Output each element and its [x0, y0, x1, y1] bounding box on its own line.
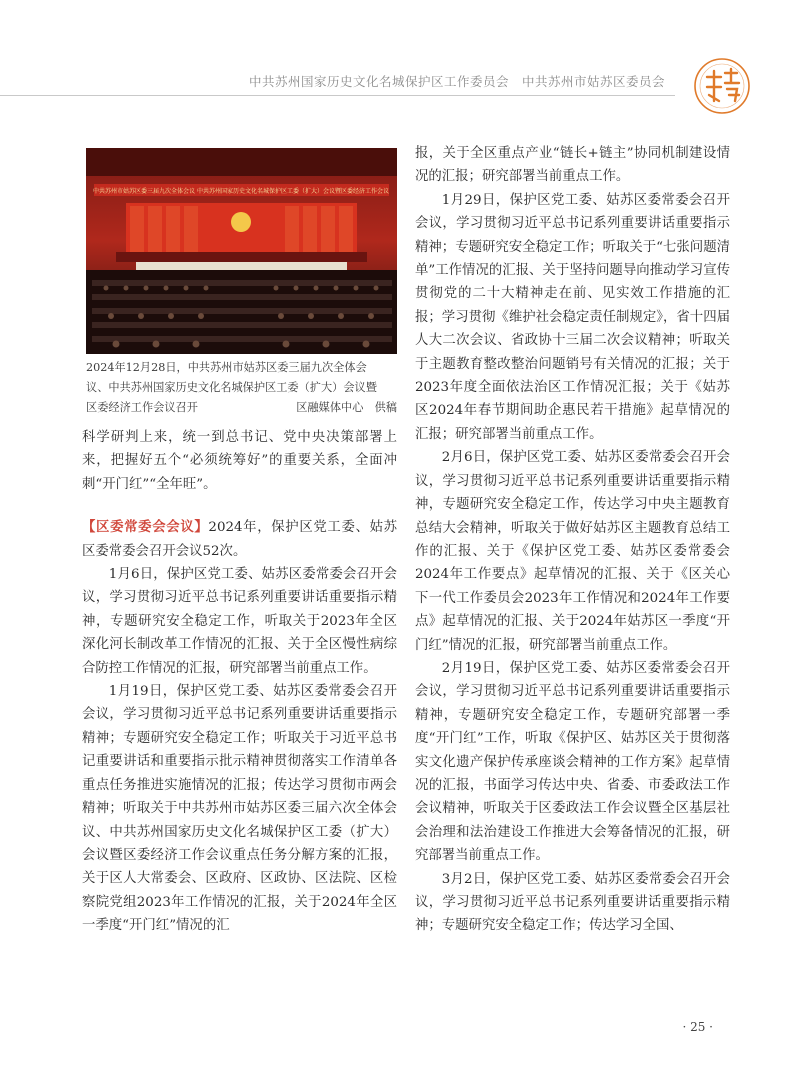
paragraph: 科学研判上来，统一到总书记、党中央决策部署上来，把握好五个“必须统筹好”的重要关系，全面冲刺“开门红”“全年旺”。 — [82, 430, 397, 492]
meeting-photo — [86, 148, 397, 354]
page-number: · 25 · — [682, 1020, 713, 1034]
gusu-seal-logo — [691, 55, 753, 117]
stage-banner-text: 中共苏州市姑苏区委三届九次全体会议 中共苏州国家历史文化名城保护区工委（扩大）会议暨区委经济工作会议 — [93, 188, 389, 195]
paragraph: 3月2日，保护区党工委、姑苏区委常委会召开会议，学习贯彻习近平总书记系列重要讲话重要指示精神；专题研究安全稳定工作；传达学习全国、 — [415, 871, 730, 934]
page-header — [0, 0, 793, 110]
section-intro: 2024年，保护区党工委、姑苏区委常委会召开会议52次。 — [82, 520, 398, 559]
caption-line: 2024年12月28日，中共苏州市姑苏区委三届九次全体会 — [86, 361, 367, 374]
right-column — [415, 142, 730, 938]
paragraph: 2月6日，保护区党工委、姑苏区委常委会召开会议，学习贯彻习近平总书记系列重要讲话重要指示精神，专题研究安全稳定工作，传达学习中央主题教育总结大会精神，听取关于做好姑苏区主题教育总结工作的汇报、关于《保护区党工委、姑苏区委常委会2024年工作要点》起草情况的汇报、关于《区关心下一代工作委员会2023年工作情况和2024年工作要点》起草情况的汇报、关于2024年姑苏区一季度“开门红”情况的汇报，研究部署当前重点工作。 — [415, 450, 730, 653]
caption-line — [86, 398, 397, 418]
caption-credit: 区融媒体中心 供稿 — [296, 401, 397, 414]
paragraph: 1月29日，保护区党工委、姑苏区委常委会召开会议，学习贯彻习近平总书记系列重要讲话重要指示精神；专题研究安全稳定工作；听取关于“七张问题清单”工作情况的汇报、关于坚持问题导向推动学习宣传贯彻党的二十大精神走在前、见实效工作措施的汇报；学习贯彻《维护社会稳定责任制规定》，省十四届人大二次会议、省政协十三届二次会议精神；听取关于主题教育整改整治问题销号有关情况的汇报；关于2023年度全面依法治区工作情况汇报；关于《姑苏区2024年春节期间助企惠民若干措施》起草情况的汇报；研究部署当前重点工作。 — [415, 192, 730, 442]
section-tag: 【区委常委会会议】 — [82, 520, 209, 536]
paragraph: 1月6日，保护区党工委、姑苏区委常委会召开会议，学习贯彻习近平总书记系列重要讲话重要指示精神，专题研究安全稳定工作，听取关于2023年全区深化河长制改革工作情况的汇报、关于全区慢性病综合防控工作情况的汇报，研究部署当前重点工作。 — [82, 567, 397, 676]
caption-line: 议、中共苏州国家历史文化名城保护区工委（扩大）会议暨 — [86, 381, 377, 394]
publisher-line: 中共苏州国家历史文化名城保护区工作委员会 中共苏州市姑苏区委员会 — [248, 74, 665, 89]
photo-caption — [86, 358, 397, 418]
paragraph: 报，关于全区重点产业“链长+链主”协同机制建设情况的汇报；研究部署当前重点工作。 — [415, 146, 730, 185]
paragraph: 2月19日，保护区党工委、姑苏区委常委会召开会议，学习贯彻习近平总书记系列重要讲话重要指示精神，专题研究安全稳定工作，专题研究部署一季度“开门红”工作，听取《保护区、姑苏区关于贯彻落实文化遗产保护传承座谈会精神的工作方案》起草情况的汇报，书面学习传达中央、省委、市委政法工作会议精神，听取关于区委政法工作会议暨全区基层社会治理和法治建设工作推进大会筹备情况的汇报，研究部署当前重点工作。 — [415, 660, 730, 864]
section-heading-paragraph — [82, 516, 397, 563]
left-column — [82, 426, 397, 938]
paragraph: 1月19日，保护区党工委、姑苏区委常委会召开会议，学习贯彻习近平总书记系列重要讲话重要指示精神；专题研究安全稳定工作；听取关于习近平总书记重要讲话和重要指示批示精神贯彻落实工作清单各重点任务推进实施情况的汇报；传达学习贯彻市两会精神；听取关于中共苏州市姑苏区委三届六次全体会议、中共苏州国家历史文化名城保护区工委（扩大）会议暨区委经济工作会议重点任务分解方案的汇报，关于区人大常委会、区政府、区政协、区法院、区检察院党组2023年工作情况的汇报，关于2024年全区一季度“开门红”情况的汇 — [82, 684, 397, 934]
header-divider — [0, 95, 675, 96]
caption-event: 区委经济工作会议召开 — [86, 401, 198, 414]
